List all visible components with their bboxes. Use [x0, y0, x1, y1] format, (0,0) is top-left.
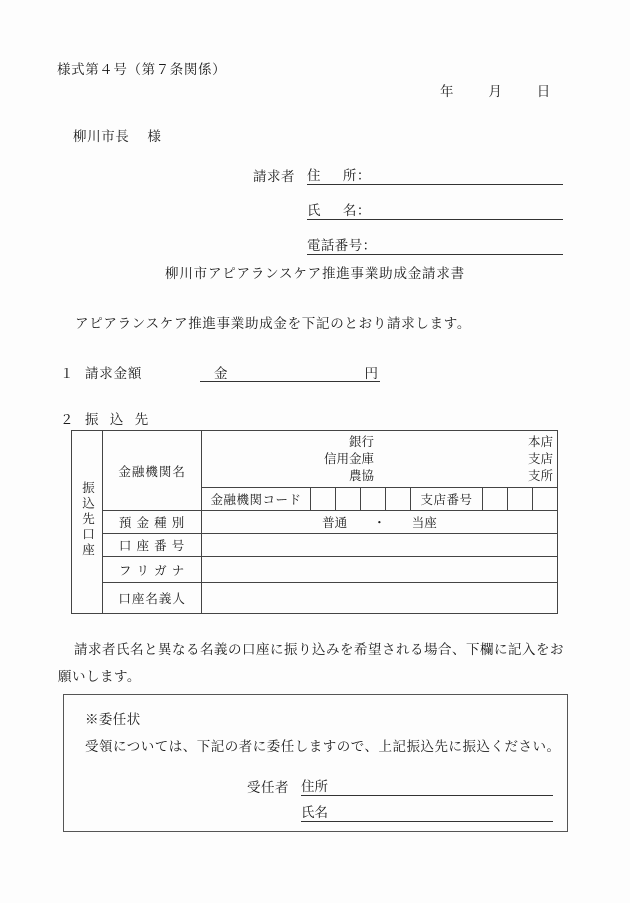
requester-label: 請求者	[253, 169, 295, 184]
branch-type-sub-office: 支所	[527, 469, 553, 483]
requester-address-label-b: 所	[342, 168, 357, 183]
delegate-name-label: 氏名	[301, 805, 328, 820]
note-line-2: 願いします。	[58, 669, 141, 684]
institution-code-digit-2[interactable]	[336, 488, 361, 511]
requester-address-label-a: 住	[307, 168, 321, 183]
document-title: 柳川市アピアランスケア推進事業助成金請求書	[165, 266, 465, 281]
institution-type-bank: 銀行	[348, 435, 374, 449]
note-text	[58, 636, 578, 690]
branch-type-options	[528, 434, 553, 485]
branch-number-digit-3[interactable]	[533, 488, 558, 511]
requester-phone-colon: ：	[362, 238, 377, 253]
table-row	[72, 511, 558, 534]
institution-code-digit-1[interactable]	[311, 488, 336, 511]
deposit-type-current[interactable]: 当座	[411, 516, 437, 530]
item1-number: １	[60, 366, 74, 381]
claim-amount-field[interactable]	[200, 362, 380, 382]
furigana-field[interactable]	[201, 557, 557, 583]
branch-type-head-office: 本店	[527, 435, 553, 449]
institution-type-shinkin: 信用金庫	[323, 452, 374, 466]
account-holder-field[interactable]	[201, 583, 557, 614]
delegation-title: ※委任状	[85, 712, 141, 727]
requester-address-colon: ：	[356, 168, 371, 183]
institution-type-nokyo: 農協	[348, 469, 374, 483]
date-month-label: 月	[488, 84, 502, 99]
requester-phone-label: 電話番号	[307, 238, 363, 253]
item2-number: ２	[60, 412, 74, 427]
transfer-account-vertical-label: 振込先口座	[80, 481, 95, 559]
deposit-type-separator: ・	[373, 516, 386, 530]
account-number-label: 口 座 番 号	[103, 534, 201, 557]
form-number: 様式第４号（第７条関係）	[57, 62, 227, 77]
institution-name-field[interactable]	[201, 431, 557, 488]
note-line-1: 請求者氏名と異なる名義の口座に振り込みを希望される場合、下欄に記入をお	[74, 642, 564, 657]
delegate-label: 受任者	[247, 780, 289, 795]
institution-code-label: 金融機関コード	[201, 488, 310, 511]
addressee	[73, 125, 162, 145]
institution-type-options	[324, 434, 374, 485]
item1-label: 請求金額	[85, 366, 143, 381]
date-day-label: 日	[536, 84, 551, 99]
institution-code-digit-4[interactable]	[385, 488, 410, 511]
account-holder-label: 口座名義人	[103, 583, 201, 614]
branch-number-digit-2[interactable]	[508, 488, 533, 511]
amount-prefix: 金	[214, 366, 228, 381]
institution-code-digit-3[interactable]	[360, 488, 385, 511]
delegate-address-field[interactable]	[301, 775, 553, 796]
furigana-label: フ リ ガ ナ	[103, 557, 201, 583]
deposit-type-label: 預 金 種 別	[103, 511, 201, 534]
item2-label: 振 込 先	[85, 412, 153, 427]
date-line	[440, 80, 550, 100]
branch-number-label: 支店番号	[410, 488, 483, 511]
addressee-name: 柳川市長	[73, 129, 130, 144]
table-row	[72, 583, 558, 614]
delegation-text: 受領については、下記の者に委任しますので、上記振込先に振込ください。	[85, 739, 561, 754]
transfer-account-vertical-header	[72, 431, 103, 614]
deposit-type-field[interactable]	[201, 511, 557, 534]
table-row	[72, 557, 558, 583]
amount-suffix: 円	[364, 366, 378, 381]
table-row	[72, 431, 558, 488]
table-row	[72, 534, 558, 557]
account-number-field[interactable]	[201, 534, 557, 557]
requester-address-field[interactable]	[307, 164, 563, 185]
institution-name-label: 金融機関名	[103, 431, 201, 511]
requester-name-label-b: 名	[342, 203, 357, 218]
document-lead-text: アピアランスケア推進事業助成金を下記のとおり請求します。	[75, 316, 472, 331]
requester-name-label-a: 氏	[307, 203, 321, 218]
branch-number-digit-1[interactable]	[483, 488, 508, 511]
branch-type-branch: 支店	[527, 452, 553, 466]
deposit-type-ordinary[interactable]: 普通	[322, 516, 348, 530]
requester-name-colon: ：	[356, 203, 371, 218]
date-year-label: 年	[440, 84, 454, 99]
requester-name-field[interactable]	[307, 199, 563, 220]
delegate-name-field[interactable]	[301, 801, 553, 822]
bank-account-table	[71, 430, 558, 614]
delegate-address-label: 住所	[301, 779, 328, 794]
addressee-honorific: 様	[147, 129, 162, 144]
requester-phone-field[interactable]	[307, 234, 563, 255]
